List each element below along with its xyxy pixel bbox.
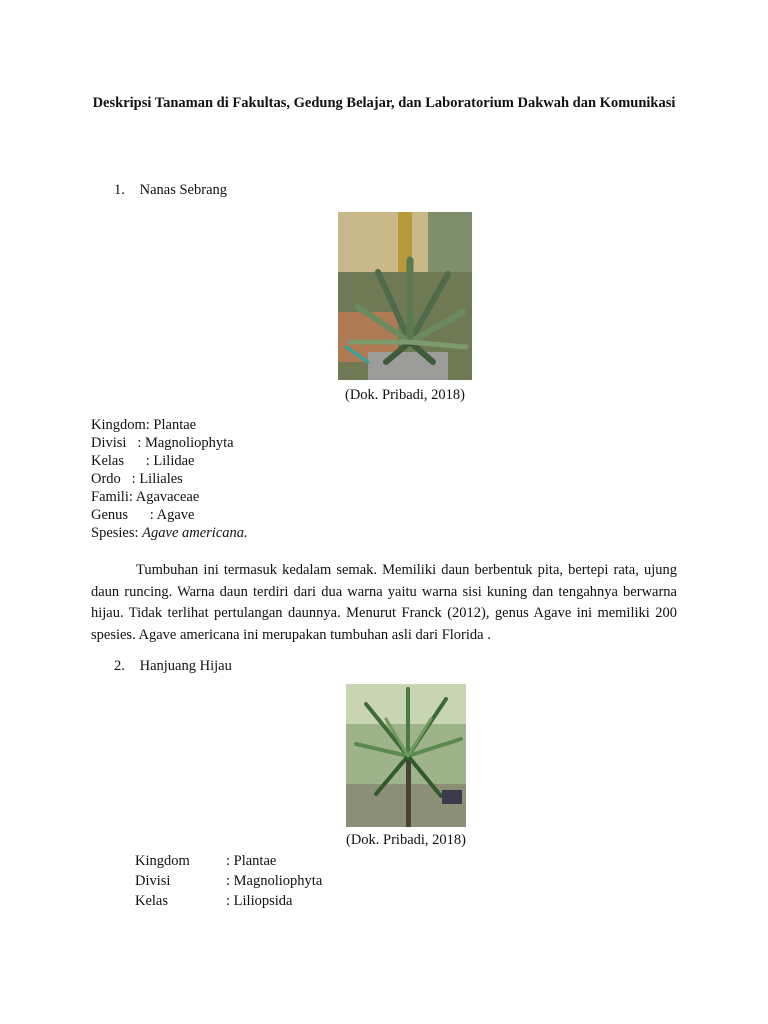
taxonomy-row-kelas	[135, 891, 322, 911]
description-paragraph	[91, 560, 677, 646]
taxonomy-ordo: Ordo : Liliales	[91, 471, 183, 487]
taxonomy-spesies-label: Spesies:	[91, 525, 143, 541]
section-heading-hanjuang-hijau	[114, 658, 232, 675]
document-title: Deskripsi Tanaman di Fakultas, Gedung Belajar, dan Laboratorium Dakwah dan Komunikasi	[92, 95, 676, 111]
taxonomy-spesies	[91, 524, 248, 542]
paragraph-text: Tumbuhan ini termasuk kedalam semak. Memiliki daun berbentuk pita, bertepi rata, ujung daun runcing. Warna daun terdiri dari dua warna yaitu warna sisi kuning dan tengahnya berwarna hijau. Tidak terlihat pertulangan daunnya. Menurut Franck (2012), genus Agave ini memiliki 200 spesies. Agave americana ini merupakan tumbuhan asli dari Florida .	[91, 562, 677, 643]
taxonomy-key: Kingdom	[135, 853, 190, 869]
section-number: 2.	[114, 658, 125, 674]
hanjuang-photo-illustration	[346, 684, 466, 827]
section-title: Hanjuang Hijau	[139, 658, 232, 674]
section-title: Nanas Sebrang	[139, 182, 228, 198]
section-number: 1.	[114, 182, 125, 198]
taxonomy-key: Divisi	[135, 873, 171, 889]
taxonomy-list-hanjuang-hijau	[135, 851, 322, 911]
photo-caption: (Dok. Pribadi, 2018)	[345, 832, 466, 848]
agave-photo-illustration	[338, 212, 472, 380]
taxonomy-value: : Liliopsida	[226, 893, 293, 909]
taxonomy-divisi: Divisi : Magnoliophyta	[91, 435, 234, 451]
hanjuang-plant-photo	[346, 684, 466, 827]
taxonomy-value: : Plantae	[226, 853, 277, 869]
section-heading-nanas-sebrang	[114, 182, 227, 199]
taxonomy-famili: Famili: Agavaceae	[91, 489, 200, 505]
taxonomy-list-nanas-sebrang	[91, 416, 248, 542]
taxonomy-key: Kelas	[135, 893, 169, 909]
taxonomy-row-kingdom	[135, 851, 322, 871]
taxonomy-kingdom: Kingdom: Plantae	[91, 417, 197, 433]
taxonomy-row-divisi	[135, 871, 322, 891]
taxonomy-genus: Genus : Agave	[91, 507, 195, 523]
agave-plant-photo	[338, 212, 472, 380]
photo-caption: (Dok. Pribadi, 2018)	[344, 387, 465, 403]
taxonomy-kelas: Kelas : Lilidae	[91, 453, 195, 469]
taxonomy-spesies-value: Agave americana.	[142, 525, 248, 541]
taxonomy-value: : Magnoliophyta	[226, 873, 323, 889]
